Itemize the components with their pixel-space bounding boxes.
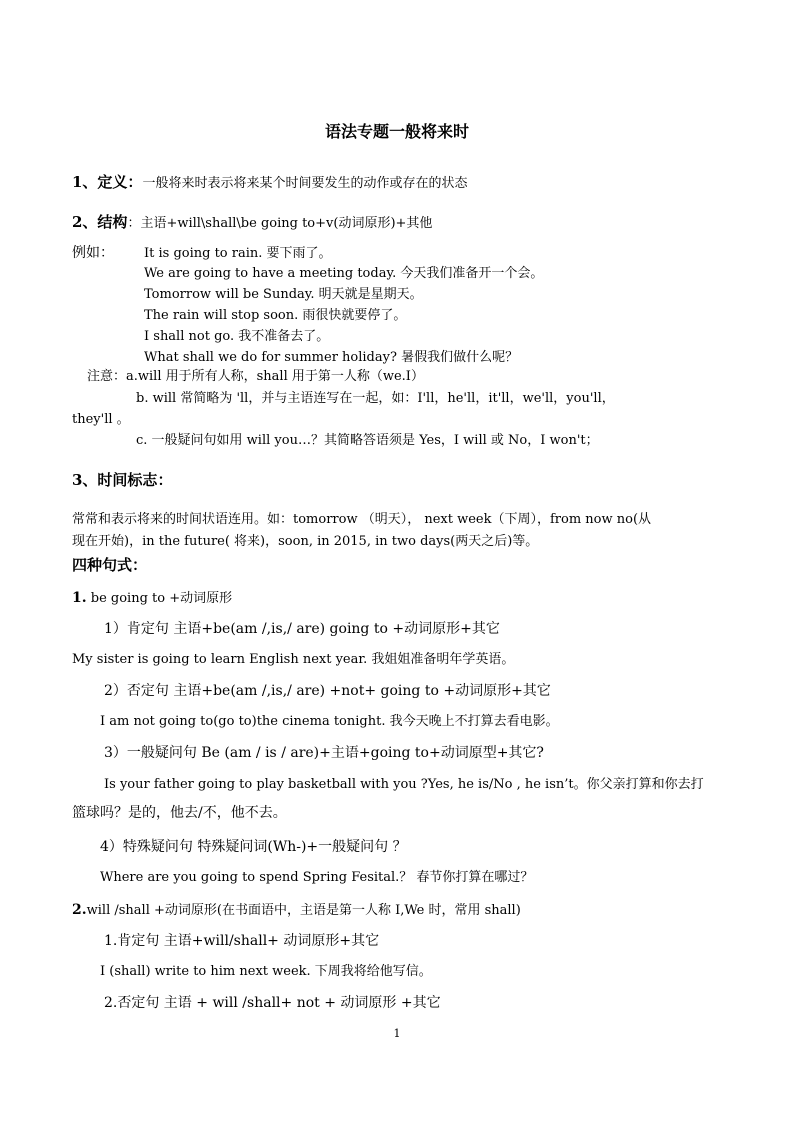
time-markers-text: 常常和表示将来的时间状语连用。如：tomorrow （明天）， next week（下周），from now no(从 [72,512,652,527]
section-structure-text: ：主语+will\shall\be going to+v(动词原形)+其他 [127,216,433,231]
negative-structure: 2）否定句 主语+be(am /,is,/ are) +not+ going to +动词原形+其它 [104,683,551,699]
negative-example: I am not going to(go to)the cinema tonight. 我今天晚上不打算去看电影。 [100,714,559,729]
note-c: c. 一般疑问句如用 will you…？其简略答语须是 Yes，I will 或 No，I won't； [136,433,599,448]
affirmative-example: My sister is going to learn English next year. 我姐姐准备明年学英语。 [72,652,515,667]
example-sentence: I shall not go. 我不准备去了。 [144,329,330,344]
will-negative-structure: 2.否定句 主语 + will /shall+ not + 动词原形 +其它 [104,995,441,1011]
example-sentence: What shall we do for summer holiday? 暑假我们做什么呢？ [144,350,519,365]
section-definition-heading: 1、定义： [72,173,143,191]
yes-no-question-example-continued: 篮球吗？是的，他去/不，他不去。 [72,805,287,821]
note-b: b. will 常简略为 'll，并与主语连写在一起，如：I'll，he'll，it'll，we'll，you'll， [136,391,615,406]
examples-label: 例如： [72,245,114,261]
section-time-markers-heading: 3、时间标志： [72,471,173,489]
section-structure-heading: 2、结构 [72,213,128,231]
yes-no-question-structure: 3）一般疑问句 Be (am / is / are)+主语+going to+动词原型+其它? [104,745,544,761]
be-going-to-title: be going to +动词原形 [86,591,233,606]
page-number: 1 [393,1027,401,1040]
four-forms-heading: 四种句式： [72,556,148,574]
page-title: 语法专题一般将来时 [324,122,469,141]
section-definition [72,173,467,193]
example-sentence: We are going to have a meeting today. 今天我们准备开一个会。 [144,266,544,281]
will-affirmative-example: I (shall) write to him next week. 下周我将给他写信。 [100,964,432,979]
will-affirmative-structure: 1.肯定句 主语+will/shall+ 动词原形+其它 [104,933,380,949]
note-b-continued: they'll 。 [72,412,130,427]
time-markers-text: 现在开始)，in the future( 将来)，soon, in 2015, in two days(两天之后)等。 [72,534,539,549]
be-going-to-heading [72,589,232,608]
example-sentence: The rain will stop soon. 雨很快就要停了。 [144,308,407,323]
section-definition-text: 一般将来时表示将来某个时间要发生的动作或存在的状态 [142,176,468,191]
wh-question-structure: 4）特殊疑问句 特殊疑问词(Wh-)+一般疑问句 ？ [100,839,407,855]
section-structure [72,213,432,233]
will-shall-number: 2. [72,902,87,918]
affirmative-structure: 1）肯定句 主语+be(am /,is,/ are) going to +动词原形+其它 [104,621,500,637]
yes-no-question-example: Is your father going to play basketball with you ?Yes, he is/No , he isn’t。你父亲打算和你去打 [104,777,704,792]
wh-question-example: Where are you going to spend Spring Fesital.？ 春节你打算在哪过？ [100,870,534,885]
note-a: 注意：a.will 用于所有人称，shall 用于第一人称（we.I） [87,369,424,384]
be-going-to-number: 1. [72,590,87,606]
will-shall-heading [72,901,521,920]
example-sentence: Tomorrow will be Sunday. 明天就是星期天。 [144,287,423,302]
will-shall-title: will /shall +动词原形(在书面语中，主语是第一人称 I,We 时，常用 shall) [86,903,521,918]
example-sentence: It is going to rain. 要下雨了。 [144,246,332,261]
